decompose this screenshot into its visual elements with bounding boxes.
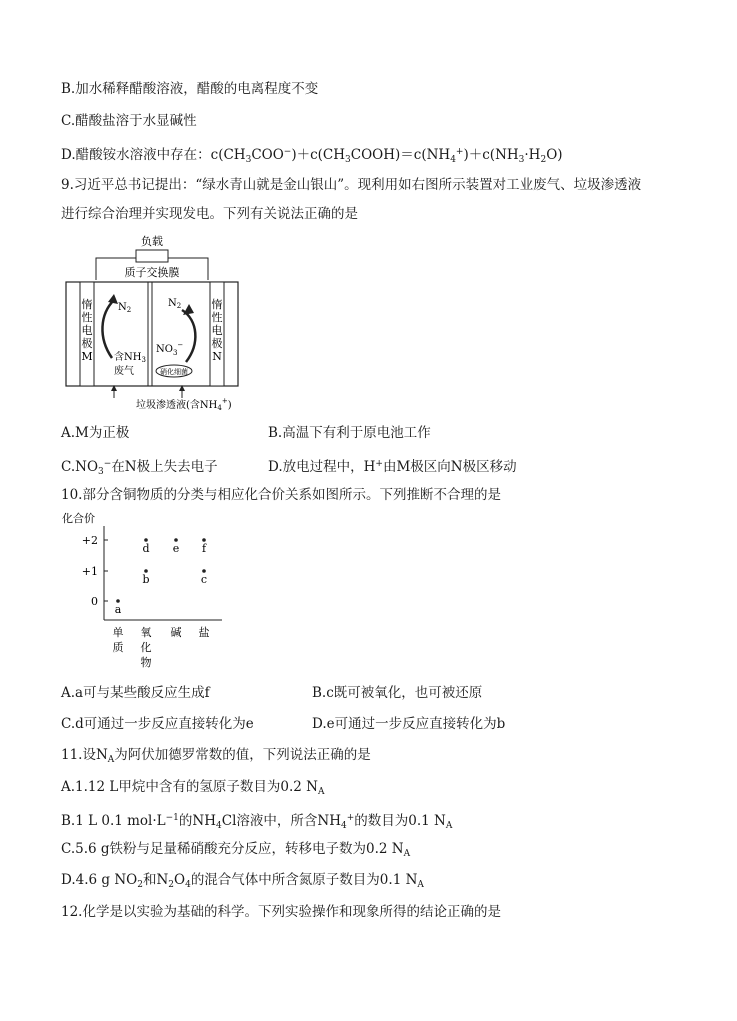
q11-option-b: B.1 L 0.1 $mol\cdot L^{-1}$的$NH_4Cl$溶液中，所含$NH_4^+$的数目为0.1 $N_A$ bbox=[61, 813, 453, 831]
exhaust-gas-label: 废气 bbox=[114, 366, 134, 377]
x-category-label: 氧 bbox=[140, 626, 152, 639]
q10-option-d: D.e可通过一步反应直接转化为b bbox=[312, 716, 506, 732]
electrode-m-char-3: 电 bbox=[81, 324, 93, 337]
y-tick-label: +1 bbox=[81, 565, 98, 578]
bacteria-label: 硝化细菌 bbox=[160, 368, 188, 376]
electrode-m-char-4: 极 bbox=[81, 337, 93, 350]
q11-option-d: D.4.6 g $NO_2$和$N_2O_4$的混合气体中所含氮原子数目为0.1 $N_A$ bbox=[61, 872, 424, 890]
electrode-n-char-3: 电 bbox=[211, 324, 223, 337]
q11-option-c: C.5.6 g铁粉与足量稀硝酸充分反应，转移电子数为0.2 $N_A$ bbox=[61, 841, 411, 859]
no3-label: $NO_3^-$ bbox=[156, 341, 184, 357]
electrode-m-char-5: M bbox=[81, 350, 93, 363]
x-category-label: 单 bbox=[112, 626, 124, 639]
q8-option-d: D.醋酸铵水溶液中存在：$c(CH_3COO^-)+c(CH_3COOH)=c(NH_4^+)+c(NH_3\cdot H_2O)$ bbox=[61, 147, 563, 165]
point-label-b: b bbox=[142, 573, 150, 586]
q12-stem: 12.化学是以实验为基础的科学。下列实验操作和现象所得的结论正确的是 bbox=[61, 904, 501, 920]
leachate-label: 垃圾渗透液(含$NH_4^+$) bbox=[136, 397, 232, 412]
q10-option-a: A.a可与某些酸反应生成f bbox=[61, 685, 210, 701]
copper-valence-chart bbox=[62, 508, 232, 680]
point-label-c: c bbox=[200, 573, 208, 586]
q8-option-b: B.加水稀释醋酸溶液，醋酸的电离程度不变 bbox=[61, 81, 319, 97]
electrode-n-char-1: 惰 bbox=[211, 298, 223, 311]
fuel-cell-diagram bbox=[62, 228, 244, 412]
point-label-f: f bbox=[201, 542, 207, 555]
y-tick-label: +2 bbox=[81, 534, 98, 547]
electrode-n-char-4: 极 bbox=[211, 337, 223, 350]
q8-option-c: C.醋酸盐溶于水显碱性 bbox=[61, 113, 197, 129]
q9-option-b: B.高温下有利于原电池工作 bbox=[268, 425, 431, 441]
q10-option-c: C.d可通过一步反应直接转化为e bbox=[61, 716, 254, 732]
point-label-e: e bbox=[172, 542, 180, 555]
x-category-label: 化 bbox=[140, 641, 152, 654]
q9-option-c: $C.NO_3^-$在N极上失去电子 bbox=[61, 459, 218, 477]
x-category-label: 质 bbox=[112, 641, 124, 654]
q10-option-b: B.c既可被氧化，也可被还原 bbox=[312, 685, 483, 701]
electrode-m-char-2: 性 bbox=[81, 311, 93, 324]
q9-stem-line1: 9.习近平总书记提出：“绿水青山就是金山银山”。现利用如右图所示装置对工业废气、垃圾渗透液 bbox=[61, 177, 642, 193]
n2-left-label: $N_2$ bbox=[118, 302, 132, 314]
q10-stem: 10.部分含铜物质的分类与相应化合价关系如图所示。下列推断不合理的是 bbox=[61, 487, 501, 503]
nh3-label: 含$NH_3$ bbox=[114, 352, 146, 364]
y-tick-label: 0 bbox=[91, 595, 98, 608]
chart-ylabel: 化合价 bbox=[62, 512, 95, 525]
q11-stem: 11.设$N_A$为阿伏加德罗常数的值，下列说法正确的是 bbox=[61, 747, 371, 765]
point-label-a: a bbox=[114, 603, 122, 616]
x-category-label: 盐 bbox=[198, 626, 210, 639]
point-label-d: d bbox=[142, 542, 150, 555]
electrode-n-char-5: N bbox=[212, 350, 222, 363]
q9-option-a: A.M为正极 bbox=[61, 425, 130, 441]
q9-option-d: D.放电过程中，H+由M极区向N极区移动 bbox=[268, 459, 517, 475]
load-resistor bbox=[136, 250, 168, 262]
electrode-n-char-2: 性 bbox=[211, 311, 223, 324]
load-label: 负载 bbox=[141, 235, 163, 248]
membrane-label: 质子交换膜 bbox=[124, 266, 180, 279]
x-category-label: 碱 bbox=[170, 626, 182, 639]
x-category-label: 物 bbox=[140, 656, 152, 669]
q9-stem-line2: 进行综合治理并实现发电。下列有关说法正确的是 bbox=[61, 206, 358, 222]
q11-option-a: A.1.12 L甲烷中含有的氢原子数目为0.2 $N_A$ bbox=[61, 779, 325, 797]
electrode-m-char-1: 惰 bbox=[81, 298, 93, 311]
n2-right-label: $N_2$ bbox=[168, 298, 182, 310]
